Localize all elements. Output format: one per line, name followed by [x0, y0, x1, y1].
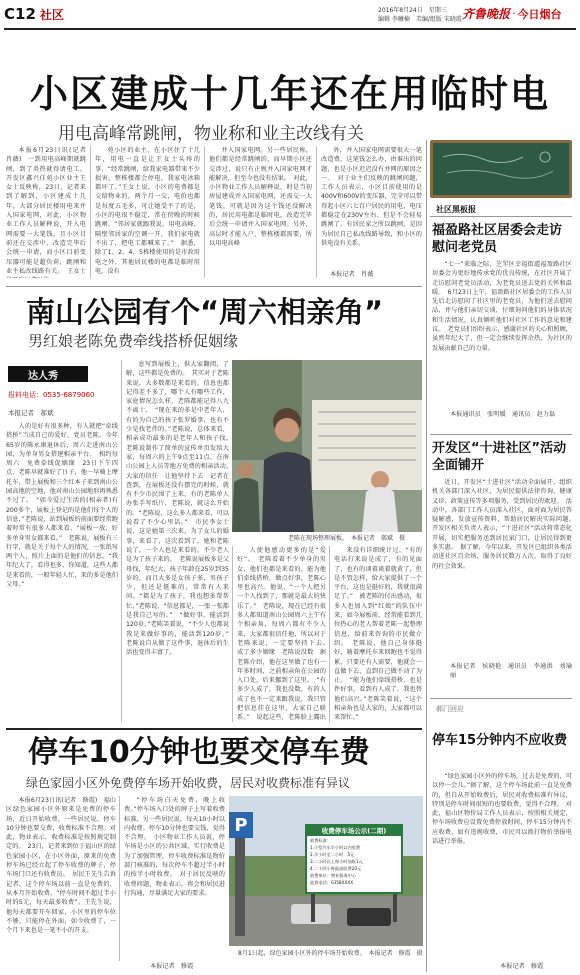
header-date: 2016年8月24日 星期三 [378, 7, 447, 14]
story3-column-1: 本报6月23日讯(记者 修霞) 福山区绿色家园小区外原来是免费的停车场，近日开始收费，一些居民说，停车10分钟也要交费，收费标准不合理。对此，物业表示，收费标准是按照规定制定的。 23日，记者来到位于福山区的绿色家园小区，在小区外面，原来的免费停车场已经立起了停车收费的牌子，停车场门口还有收费员。 居民王先生告诉记者，这个停车场以前一直是免费的，从本月开始收费，“停车时间不超过半小时的5元，每天最多收费”。王先生说，他每天都要开车回家，小区里的停车位不够，只能停在外面，如今收费了，一个月下来也是一笔不小的开支。 [6, 797, 116, 935]
page-header [0, 0, 580, 28]
sidebar-corner-divider [430, 698, 572, 699]
sidebar-news3-byline: 本报记者 修霞 [500, 963, 544, 970]
hotline-text: 报料电话：0535-6879060 [8, 391, 95, 399]
story3-photo-caption: 8月1日起，绿色家园小区外的停车场开始收费。 本报记者 修霞 摄 [238, 950, 423, 957]
story1-column-1: 本报6月23日讯(记者 肖薇) 一到用电高峰期就跳闸，到了炎热就得请电工。开发区鑫兴佳苑小区业主王女士反映称，23日，记者来到了解到，小区建成十几年，大部分居民楼用电来并入国家电网，对此，小区物业工作人员解释说，开入电网需要一大笔钱，且小区目前还在交涉中，改造完毕后会统一申请，而小区目前变压器可能是超负荷，跳闸和业主私改线路有关。 王女士 [6, 147, 86, 275]
story3-photo [229, 796, 423, 946]
story3-byline: 本报记者 修霞 [150, 963, 194, 970]
story2-reporter: 本报记者 郝斌 [8, 409, 54, 417]
story-divider-2 [6, 728, 422, 730]
talent-label-badge [8, 366, 88, 382]
chalkboard-image [430, 140, 572, 198]
sidebar-news3-body: “绿色家园小区外的停车场，过去是免费的，可以停一会儿。”据了解，这个停车场此前一直是免费的，但自从开始收费后，居民对收费标准有异议，特别是停车时间很短的也要收费，觉得不合理。 对此，福山区物价局工作人员表示，按照相关规定，停车场收费应设置免费停放时间，停车15分钟内不应收费，如有违规收费，市民可以拨打物价举报电话进行举报。 [432, 773, 572, 846]
svg-text:P: P [234, 815, 248, 836]
chalkboard-scribble-icon [433, 143, 569, 195]
sidebar-corner-label: 郝门回应 [436, 705, 464, 713]
sidebar-news3-headline: 停车15分钟内不应收费 [432, 733, 568, 748]
story1-headline: 小区建成十几年还在用临时电 [30, 72, 551, 116]
story1-column-4: 外，并入国家电网需要很大一笔改造费，这笔钱怎么办，由谁出的问题，也是小区迟迟没有并网的原因之一。 对于业主们反映的跳闸问题，工作人员表示，小区目前使用的是400V和600V的变压器，完全可以带得起小区六七百户居民的用电，电压都稳定在230V左右。但是不会轻易跳闸了，有居民家之所以跳闸，是因为居民自己私改线路导致，和小区的供电没有关系。 [316, 146, 422, 278]
story3-column-2: “停车场白天免费，晚上收费。”停车场入口处的牌子上写着收费标准，另一些居民说，每天10小时以内收费。停车10分钟也要交钱，觉得不合理。 小区物业工作人员说，停车场是小区的公共区域，实行收费是为了加强管理，停车收费标准是物价部门核准的，每次停车不超过半小时的按半小时收费。 对于居民反映的收费问题，物业表示，将会和居民进行沟通，尽量满足大家的要求。 [119, 796, 225, 961]
story3-headline: 停车10分钟也要交停车费 [28, 735, 370, 770]
sidebar-board-title: 社区黑板报 [436, 205, 476, 214]
page-code: C12 [4, 5, 36, 23]
story2-column-3: 人使他感动更多的是“爱好”。 老陈看着不少单身的男女，他们也都是来看的，能为他们牵线搭桥，做点好事，老陈心里也高兴。他说，“一个人把另一个人找到了，那就是最大的快乐了。” 老陈说，现在已经有很多人都知道南山公园周六上午有个相亲角，每周六都有不少人来，大家都很信任他，所以对于老陈来说，一定要坚持下去。 成了多少姻缘 老陈说没数 据老陈介绍，他在这里做了也有一年多时间，之前相亲角在公园的入口处，后来挪到了这里。 “有多少人成了，我也没数，有的人成了也不一定来跟我说，我只管把信息挂在这里，大家自己联系。” 说起这些，老陈脸上露出 [232, 546, 326, 722]
sidebar-news1-headline: 福盈路社区居委会走访慰问老党员 [432, 223, 563, 255]
story2-photo-caption: 老陈在现场整理展板。 本报记者 郝斌 摄 [288, 535, 406, 542]
section-name: 社区 [39, 7, 64, 22]
story3-subhead: 绿色家园小区外免费停车场开始收费，居民对收费标准有异议 [26, 776, 351, 790]
story2-column-1: 人的是好有很多种，有人就把“牵线搭桥”当成自己的爱好，党员老陈，今年65岁的陈永康退休后，周六走进南山公园，为单身男女搭建相亲平台。 相约每周六 免费牵线促姻缘 23日下午四点，老陈早就准好了日子，他一早骑上摩托车，带上展板和三个红本子来到南山公园高地的空地，他对南山公园地形再熟悉不过了。 “如今爱过生活的(相亲者)有200多个，展板上登记的是他们每个人的信息，”老陈说，站到展板的前面要经常跑着时常有很多人都来看。“展板一放，好多单身男女都来看。” 老陈说，展板有三行字，就是关于每个人的情况，一张纸写两个人，照片上面的是他们的信息。“我年纪大了，看得也多，你知道，这些人都是来看的，一般年轻人忙，来的多是他们父母。” [6, 423, 118, 589]
story1-column-2: 苑小区的业主，在小区住了十几年，用电一直是让王女士头疼的事，“经常跳闸，给我家电器带来不少损害，整栋楼都会停电，我家电冰箱都坏了。”王女士说，小区的电费都是交给物业的，两个月一交，电价也都是每度五毛多，可让她受不了的是，小区的电很不稳定，常在傍晚的时候跳闸。“邻居家就跟我说，用电高峰，隔壁邻居家的空调一开，我们家电就不出了，把电工都喊来了。” 据悉，除了1、2、4、5栋楼使用的是市政用电之外，其他居民楼的电都是临时用电，没有 [90, 146, 200, 278]
story2-column-2: 息写到展板上，供大家翻阅，了解，这些都是免费的。 其实对于老陈来说，大多数都是来看的，信息也都记得差不多了，哪个人有哪些工作，家庭情况怎么样，老陈都能记得八九不离十。 “现在来的多是中老年人，有的为自己的孩子张罗婚事，也有不少是找老伴的。”老陈说，总体来看，相亲成功最多的是老年人和孩子找。 老陈说制作了简单的宣传单页发给大家，每周六的上午9点至11点，在南山公园上人员等地方免费的相亲活动。 大家的信任 让他坚持下去 记者在查到，在展板还没有摆完的时候，就有不少市民围了上来，有的老陈单人办张手写纸片，老陈说，就这么开始的。“老陈说，这么多人都来看，可以说看了不少心里话。” 市民李女士说，这是她第三次来，为了女儿的婚事，来看了，这次看到了，她和老陈说了，一个人也是来看的，不少老人是为了孩子来的。 老陈说展板多是父母找，年纪大，孩子年龄在25岁到35岁的，而且大多是女孩子多，男孩子少，但还是挺难的，常常有人来问。“都是为了孩子，我也想多帮帮忙，”老陈说，“信息都是，一张一张都是我自己写的。” “做好事，能活到120岁，”老陈笑着说，“不少人也都说我是来做好事的，能活到120岁。” 老陈说自从做了这件事，退休后的生活也变得丰富了。 [121, 360, 229, 722]
story1-column-3: 并入国家电网。另一些居民称，他们都是经常跳闸的，而早期小区还交涉过，说只有正规并入国家电网才能解决，但至今也没有结果。 对此，小区物业工作人员解释说，时是当初房屋建成并入国家电网，还需交一大笔钱，可就是因为这个钱还没解决的，居民用电都是临时电，改造完毕后会统一申请并入国家电网。另外，高层时才能入户，整栋楼都需要，所以用电高峰 [204, 146, 312, 278]
sidebar-news2-byline: 本报记者 侯晓艳 通讯员 李通洪 刘瑜丽 [450, 663, 572, 680]
talent-label: 达人秀 [28, 370, 58, 382]
sidebar-news2-body: 近日，开发区“十进社区”活动全面展开，组织机关各部门深入社区，为居民提供法律咨询、健康义诊、政策宣传等多项服务，受到居民的欢迎。 活动中，各部门工作人员深入社区，面对面为居民答疑解惑，发放宣传资料，帮助居民解决实际问题。 开发区相关负责人表示，“十进社区”活动将常态化开展，切实把服务送到居民家门口，让居民得到更多实惠。 据了解，今年以来，开发区已组织各类活动进社区百余场，服务居民数万人次，取得了良好的社会效果。 [432, 479, 572, 570]
story2-headline: 南山公园有个“周六相亲角” [26, 295, 384, 329]
sidebar-divider [426, 140, 427, 972]
parking-fee-sign [305, 824, 403, 894]
sidebar-mid-divider [430, 434, 572, 435]
header-staff: 编辑 李曦楠 美编/组版 宋晓霞 [378, 16, 462, 23]
sidebar-top-divider [430, 216, 572, 217]
story2-column-4: 来没有详细统计过，“有的电话打来说是成了，有的见面了，也有的谈着谈着就黄了，但是不管怎样，给大家提供了一个平台，这也是挺好的，我就很满足了。” 被老陈的付出感动，很多人也加入到“红娘”的队伍中来，如今展板前，经常能看到几位热心的老人帮着老陈一起整理信息，给前来咨询的市民做介绍。 老陈说，他自己身体挺好，骑着摩托车来回跑也不觉得累，只要还有人需要，他就会一直做下去，直到自己做不动了为止。 “能为他们牵线搭桥，也是件好事，看到有人成了，我也替他们高兴。”老陈笑着说，“这个相亲角也是大家的，大家都可以来帮忙。” [329, 546, 422, 722]
masthead-logo: 齐鲁晚报 · 今日烟台 [462, 7, 562, 21]
masthead-name: 齐鲁晚报 [462, 7, 511, 21]
page-code-badge [4, 4, 64, 24]
sidebar-news1-byline: 本报通讯员 张明媛 通讯员 赵力磊 [450, 411, 556, 418]
parking-sign-body: 收费标准： 1.小型汽车半小时以内免费 2.半小时至二小时 5元 3.二小时以上每小时加收1元 4.二十四小时最高收费20元 收费单位：物业服务中心 监督电话：6358XXXX [310, 838, 363, 885]
story1-byline: 本报记者 肖薇 [330, 271, 374, 278]
story1-subhead: 用电高峰常跳闸，物业称和业主改线有关 [58, 124, 364, 144]
sidebar-news2-headline: 开发区“十进社区”活动全面铺开 [432, 441, 567, 473]
story-divider-1 [6, 286, 422, 287]
header-divider [4, 28, 576, 30]
matchmaking-photo-icon [232, 360, 422, 532]
story2-photo [232, 360, 422, 532]
story2-subhead: 男红娘老陈免费牵线搭桥促姻缘 [28, 332, 239, 350]
parking-sign-header: 收费停车场公示(二期) [307, 826, 401, 836]
edition-name: 今日烟台 [517, 7, 562, 21]
sidebar-news1-body: “七一”来临之际，芝罘区幸福街道福盈路社区居委会为更好地传承党的优良传统，在社区开展了走访慰问老党员活动，为老党员送去党的关怀和温暖。 6月23日上午，福盈路社区居委会的工作人员先后走访慰问了社区里的老党员，为他们送去慰问品，并与他们亲切交谈，仔细询问他们的身体状况和生活情况，认真倾听他们对社区工作的意见和建议。 老党员们纷纷表示，感谢社区的关心和照顾，虽然年纪大了，但一定会继续发挥余热，为社区的发展贡献自己的力量。 [432, 261, 572, 352]
